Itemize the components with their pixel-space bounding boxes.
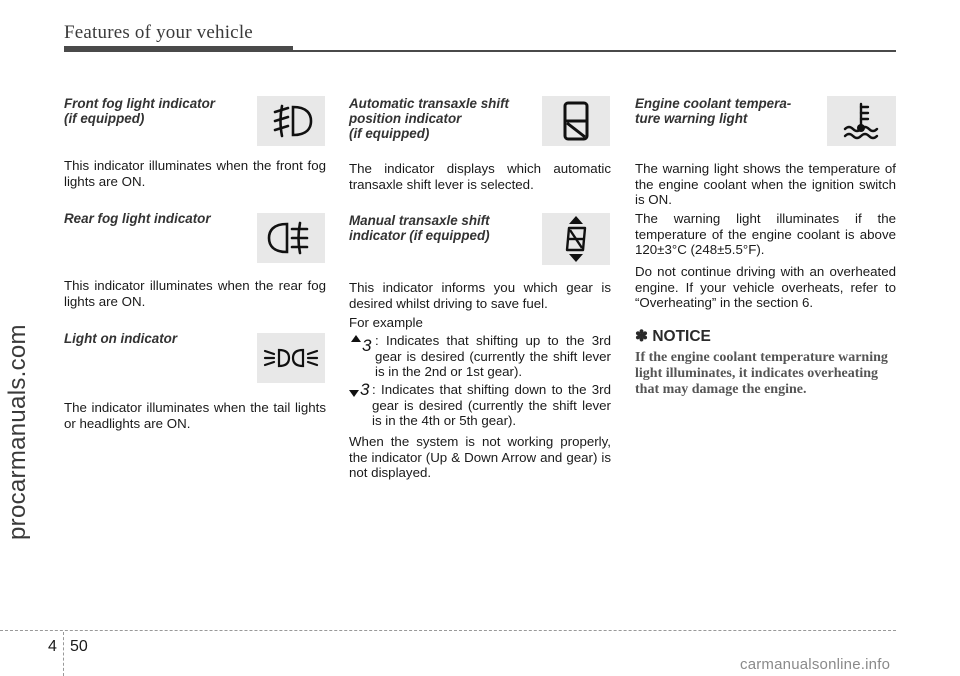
- coolant-heading-line1: Engine coolant tempera-: [635, 96, 792, 111]
- manual-transaxle-heading-line2: indicator (if equipped): [349, 228, 490, 243]
- rear-fog-body: This indicator illuminates when the rear fog lights are ON.: [64, 278, 326, 309]
- front-fog-body: This indicator illuminates when the front fog lights are ON.: [64, 158, 326, 189]
- notice-title: NOTICE: [652, 328, 711, 345]
- front-fog-light-icon: [257, 96, 325, 146]
- light-on-body: The indicator illuminates when the tail lights or headlights are ON.: [64, 400, 326, 431]
- light-on-icon: [257, 333, 325, 383]
- manual-transaxle-heading: [349, 213, 539, 243]
- coolant-heading-line2: ture warning light: [635, 111, 748, 126]
- svg-text:3: 3: [362, 336, 372, 353]
- rear-fog-light-icon: [257, 213, 325, 263]
- front-fog-icon-box: [257, 96, 325, 146]
- shift-up-3-icon: [351, 333, 377, 353]
- notice-star-icon: ✽: [635, 328, 648, 345]
- coolant-p2: The warning light illuminates if the temperature of the engine coolant is above 120±3°C (248±5.5°F).: [635, 211, 896, 258]
- header-rule-thin: [293, 50, 896, 52]
- shift-down-text: : Indicates that shifting down to the 3rd gear is desired (currently the shift lever is in the 4th or 5th gear).: [372, 382, 611, 429]
- light-on-icon-box: [257, 333, 325, 383]
- page-header-title: Features of your vehicle: [64, 22, 253, 43]
- auto-transaxle-heading-line3: (if equipped): [349, 126, 430, 141]
- sidebar-watermark: procarmanuals.com: [4, 324, 31, 540]
- page-number: 50: [70, 638, 88, 655]
- footer-divider: [63, 632, 64, 676]
- rear-fog-icon-box: [257, 213, 325, 263]
- svg-text:3: 3: [360, 380, 370, 399]
- shift-up-text: : Indicates that shifting up to the 3rd gear is desired (currently the shift lever is in the 2nd or 1st gear).: [375, 333, 611, 380]
- coolant-p3: Do not continue driving with an overheated engine. If your vehicle overheats, refer to “Overheating” in the section 6.: [635, 264, 896, 311]
- example-label: For example: [349, 315, 423, 330]
- auto-transaxle-heading: [349, 96, 539, 141]
- chapter-number: 4: [48, 638, 57, 655]
- header-rule-thick: [64, 46, 293, 52]
- footer-watermark: carmanualsonline.info: [740, 656, 891, 673]
- auto-transaxle-heading-line1: Automatic transaxle shift: [349, 96, 509, 111]
- coolant-p1: The warning light shows the temperature of the engine coolant when the ignition switch is ON.: [635, 161, 896, 208]
- auto-shift-position-icon: [542, 96, 610, 146]
- notice-body: If the engine coolant temperature warning light illuminates, it indicates overheating that may damage the engine.: [635, 350, 888, 397]
- coolant-temperature-icon: [827, 96, 896, 146]
- auto-transaxle-heading-line2: position indicator: [349, 111, 462, 126]
- auto-transaxle-body: The indicator displays which automatic transaxle shift lever is selected.: [349, 161, 611, 192]
- front-fog-heading: [64, 96, 244, 126]
- notice-heading: [635, 327, 835, 346]
- manual-transaxle-closing: When the system is not working properly, the indicator (Up & Down Arrow and gear) is not displayed.: [349, 434, 611, 481]
- rear-fog-heading: Rear fog light indicator: [64, 211, 211, 226]
- auto-transaxle-icon-box: [542, 96, 610, 146]
- coolant-heading: [635, 96, 825, 126]
- coolant-icon-box: [827, 96, 896, 146]
- front-fog-heading-line2: (if equipped): [64, 111, 145, 126]
- light-on-heading: Light on indicator: [64, 331, 178, 346]
- manual-transaxle-heading-line1: Manual transaxle shift: [349, 213, 490, 228]
- manual-transaxle-body: This indicator informs you which gear is desired whilst driving to save fuel.: [349, 280, 611, 311]
- shift-up-3-glyph: [351, 333, 377, 353]
- front-fog-heading-line1: Front fog light indicator: [64, 96, 215, 111]
- manual-transaxle-icon-box: [542, 213, 610, 265]
- manual-shift-indicator-icon: [542, 213, 610, 265]
- footer-rule: [0, 630, 896, 631]
